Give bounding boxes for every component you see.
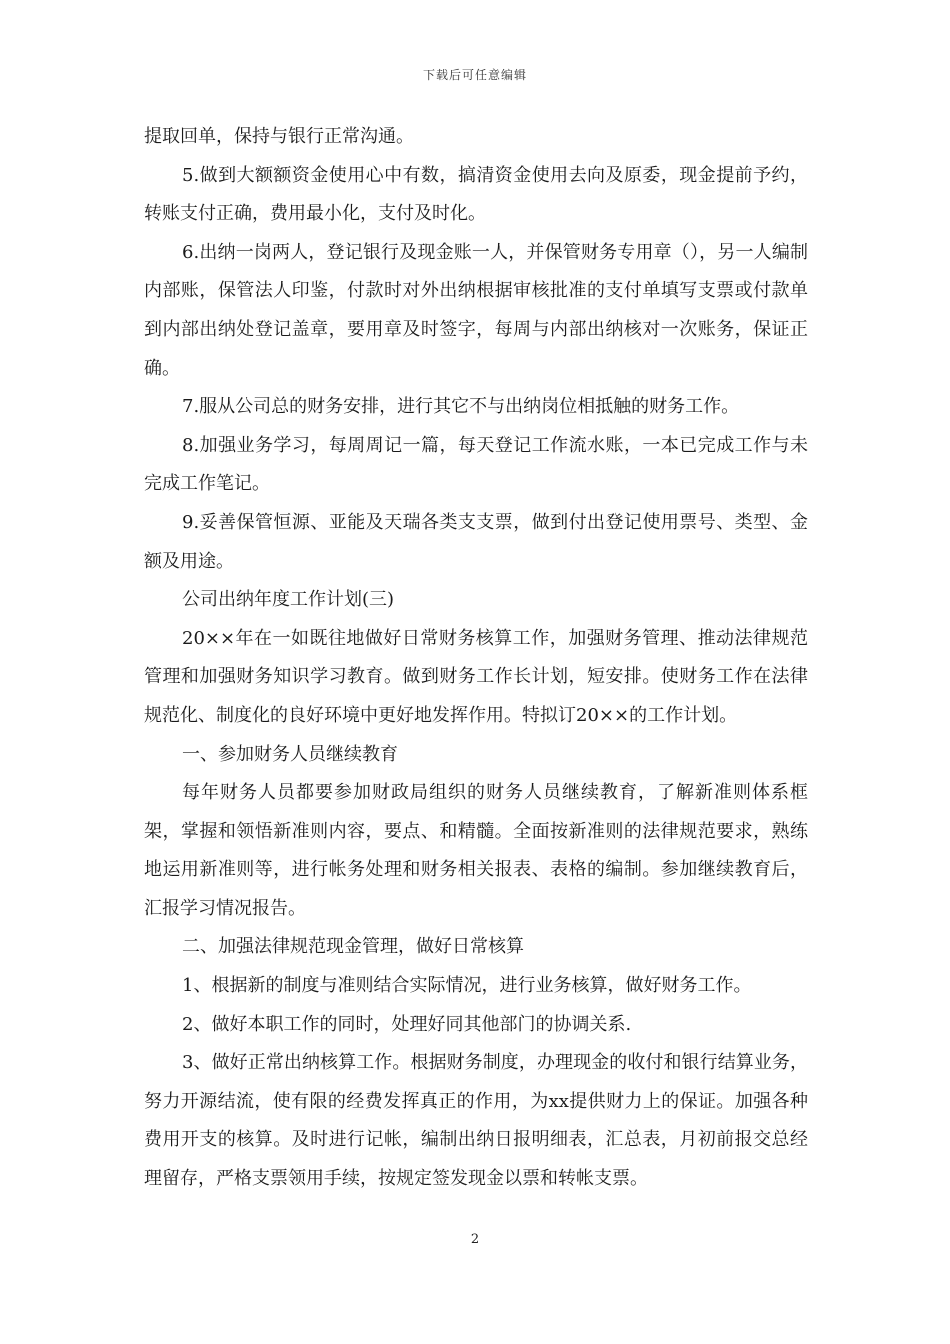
page-number: 2 — [470, 1232, 480, 1247]
paragraph: 9.妥善保管恒源、亚能及天瑞各类支支票，做到付出登记使用票号、类型、金额及用途。 — [144, 511, 808, 572]
document-body — [144, 118, 808, 1199]
paragraph: 7.服从公司总的财务安排，进行其它不与出纳岗位相抵触的财务工作。 — [182, 396, 740, 418]
list-item: 2、做好本职工作的同时，处理好同其他部门的协调关系. — [182, 1013, 632, 1035]
paragraph: 6.出纳一岗两人，登记银行及现金账一人，并保管财务专用章（），另一人编制内部账，保管法人印鉴，付款时对外出纳根据审核批准的支付单填写支票或付款单到内部出纳处登记盖章，要用章及时签字，每周与内部出纳核对一次账务，保证正确。 — [144, 241, 808, 379]
paragraph: 每年财务人员都要参加财政局组织的财务人员继续教育，了解新准则体系框架，掌握和领悟新准则内容，要点、和精髓。全面按新准则的法律规范要求，熟练地运用新准则等，进行帐务处理和财务相关报表、表格的编制。参加继续教育后，汇报学习情况报告。 — [144, 782, 808, 919]
list-item: 3、做好正常出纳核算工作。根据财务制度，办理现金的收付和银行结算业务，努力开源结流，使有限的经费发挥真正的作用，为xx提供财力上的保证。加强各种费用开支的核算。及时进行记帐，编制出纳日报明细表，汇总表，月初前报交总经理留存，严格支票领用手续，按规定签发现金以票和转帐支票。 — [144, 1052, 808, 1190]
section-title: 公司出纳年度工作计划(三) — [182, 589, 395, 611]
paragraph: 提取回单，保持与银行正常沟通。 — [144, 126, 414, 147]
header-note: 下载后可任意编辑 — [422, 68, 527, 82]
section-heading: 一、参加财务人员继续教育 — [182, 743, 398, 765]
section-heading: 二、加强法律规范现金管理，做好日常核算 — [182, 936, 524, 958]
paragraph: 20××年在一如既往地做好日常财务核算工作，加强财务管理、推动法律规范管理和加强财务知识学习教育。做到财务工作长计划，短安排。使财务工作在法律规范化、制度化的良好环境中更好地发挥作用。特拟订20××的工作计划。 — [144, 627, 808, 726]
paragraph: 5.做到大额额资金使用心中有数，搞清资金使用去向及原委，现金提前予约，转账支付正确，费用最小化，支付及时化。 — [144, 164, 808, 225]
paragraph: 8.加强业务学习，每周周记一篇，每天登记工作流水账，一本已完成工作与未完成工作笔记。 — [144, 434, 808, 495]
list-item: 1、根据新的制度与准则结合实际情况，进行业务核算，做好财务工作。 — [182, 975, 752, 997]
